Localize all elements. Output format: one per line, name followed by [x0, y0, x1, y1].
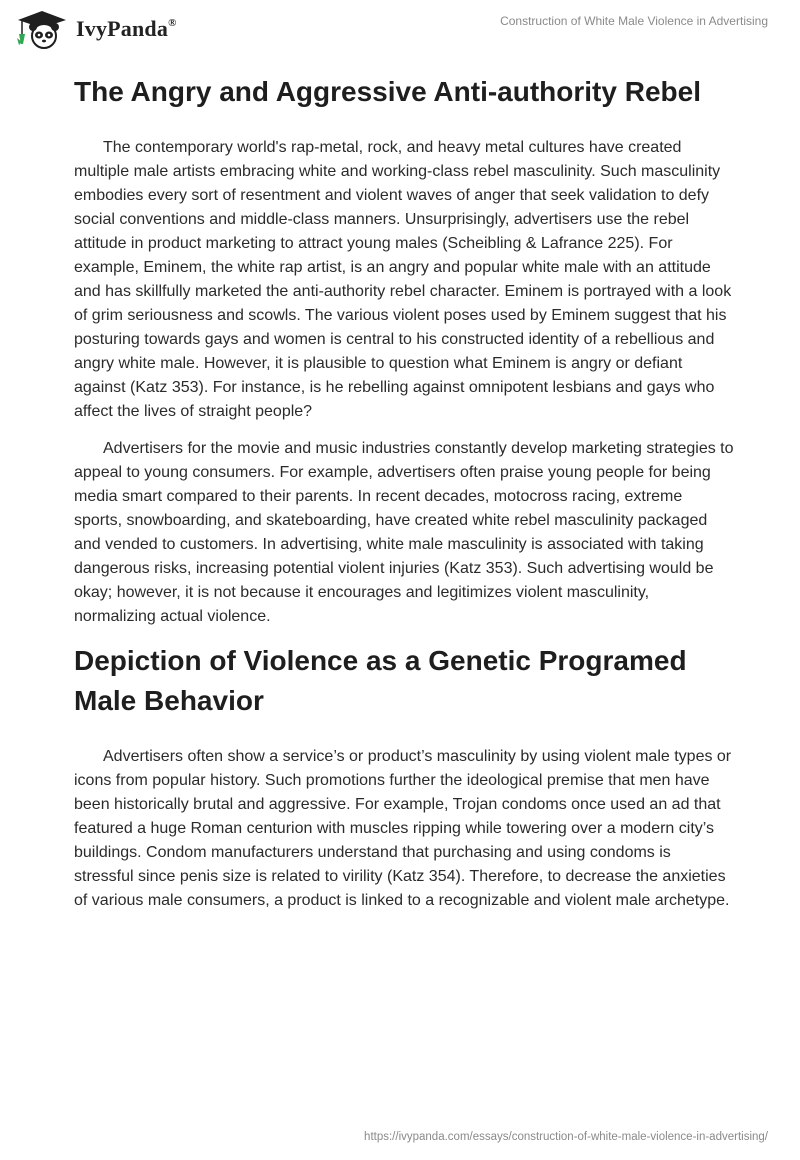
paragraph: Advertisers for the movie and music industries constantly develop marketing strategies to appeal to young consumers. For example, advertisers often praise young people for being media smart compared to their parents. In recent decades, motocross racing, extreme sports, snowboarding, and skateboarding, have created white rebel masculinity packaged and vended to customers. In advertising, white male masculinity is associated with taking dangerous risks, increasing potential violent injuries (Katz 353). Such advertising would be okay; however, it is not because it encourages and legitimizes violent masculinity, normalizing actual violence. [74, 440, 734, 625]
panda-graduate-icon [14, 8, 70, 50]
source-url-link[interactable]: https://ivypanda.com/essays/construction-of-white-male-violence-in-advertising/ [364, 1131, 768, 1143]
article-body [74, 72, 734, 913]
section-heading: The Angry and Aggressive Anti-authority Rebel [74, 76, 701, 107]
ivypanda-logo[interactable] [14, 8, 177, 50]
page-header [0, 0, 800, 60]
brand-name: IvyPanda® [76, 16, 177, 41]
section-heading: Depiction of Violence as a Genetic Programed Male Behavior [74, 645, 687, 716]
paragraph: Advertisers often show a service’s or product’s masculinity by using violent male types or icons from popular history. Such promotions further the ideological premise that men have been historically brutal and aggressive. For example, Trojan condoms once used an ad that featured a huge Roman centurion with muscles ripping while towering over a modern city’s buildings. Condom manufacturers understand that purchasing and using condoms is stressful since penis size is related to virility (Katz 354). Therefore, to decrease the anxieties of various male consumers, a product is linked to a recognizable and violent male archetype. [74, 748, 732, 909]
paragraph: The contemporary world's rap-metal, rock, and heavy metal cultures have created multiple male artists embracing white and working-class rebel masculinity. Such masculinity embodies every sort of resentment and violent waves of anger that seek validation to defy social conventions and middle-class manners. Unsurprisingly, advertisers use the rebel attitude in product marketing to attract young males (Scheibling & Lafrance 225). For example, Eminem, the white rap artist, is an angry and popular white male with an attitude and has skillfully marketed the anti-authority rebel character. Eminem is portrayed with a look of grim seriousness and scowls. The various violent poses used by Eminem suggest that his posturing towards gays and women is central to his constructed identity of a rebellious and angry white male. However, it is plausible to question what Eminem is angry or defiant against (Katz 353). For instance, is he rebelling against omnipotent lesbians and gays who affect the lives of straight people? [74, 139, 732, 420]
document-title: Construction of White Male Violence in Advertising [500, 14, 768, 28]
